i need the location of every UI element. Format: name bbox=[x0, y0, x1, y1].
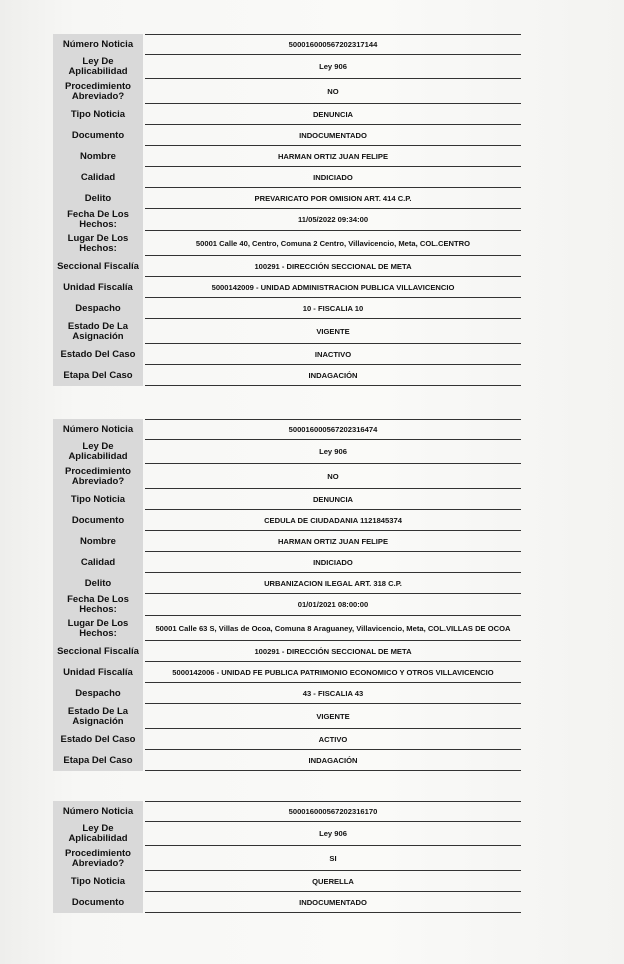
field-row bbox=[53, 231, 521, 256]
field-row bbox=[53, 892, 521, 913]
case-record bbox=[53, 801, 521, 913]
field-row bbox=[53, 188, 521, 209]
field-label: Tipo Noticia bbox=[53, 489, 143, 510]
field-value: DENUNCIA bbox=[145, 104, 521, 125]
field-label: Seccional Fiscalía bbox=[53, 641, 143, 662]
field-row bbox=[53, 298, 521, 319]
field-value: 5000142009 - UNIDAD ADMINISTRACION PUBLICA VILLAVICENCIO bbox=[145, 277, 521, 298]
field-value: 5000142006 - UNIDAD FE PUBLICA PATRIMONIO ECONOMICO Y OTROS VILLAVICENCIO bbox=[145, 662, 521, 683]
field-value: NO bbox=[145, 464, 521, 489]
field-label: Unidad Fiscalía bbox=[53, 277, 143, 298]
field-value: 11/05/2022 09:34:00 bbox=[145, 209, 521, 231]
field-row bbox=[53, 489, 521, 510]
field-label: Nombre bbox=[53, 146, 143, 167]
field-label: Ley De Aplicabilidad bbox=[53, 440, 143, 464]
field-label: Tipo Noticia bbox=[53, 871, 143, 892]
field-row bbox=[53, 822, 521, 846]
field-label: Seccional Fiscalía bbox=[53, 256, 143, 277]
field-label: Estado De La Asignación bbox=[53, 704, 143, 729]
field-label: Estado De La Asignación bbox=[53, 319, 143, 344]
field-label: Documento bbox=[53, 125, 143, 146]
field-row bbox=[53, 871, 521, 892]
field-value: INDICIADO bbox=[145, 167, 521, 188]
field-label: Estado Del Caso bbox=[53, 344, 143, 365]
field-label: Etapa Del Caso bbox=[53, 750, 143, 771]
field-value: NO bbox=[145, 79, 521, 104]
case-record bbox=[53, 419, 521, 771]
field-value: VIGENTE bbox=[145, 704, 521, 729]
field-value: URBANIZACION ILEGAL ART. 318 C.P. bbox=[145, 573, 521, 594]
field-row bbox=[53, 419, 521, 440]
field-value: INDAGACIÓN bbox=[145, 750, 521, 771]
field-value: 100291 - DIRECCIÓN SECCIONAL DE META bbox=[145, 641, 521, 662]
field-row bbox=[53, 801, 521, 822]
field-value: INACTIVO bbox=[145, 344, 521, 365]
field-label: Lugar De Los Hechos: bbox=[53, 231, 143, 256]
field-label: Delito bbox=[53, 188, 143, 209]
field-value: VIGENTE bbox=[145, 319, 521, 344]
field-row bbox=[53, 55, 521, 79]
field-label: Etapa Del Caso bbox=[53, 365, 143, 386]
field-value: INDAGACIÓN bbox=[145, 365, 521, 386]
field-label: Ley De Aplicabilidad bbox=[53, 822, 143, 846]
field-label: Fecha De Los Hechos: bbox=[53, 594, 143, 616]
field-row bbox=[53, 510, 521, 531]
field-row bbox=[53, 552, 521, 573]
field-value: 43 - FISCALIA 43 bbox=[145, 683, 521, 704]
field-value: INDOCUMENTADO bbox=[145, 125, 521, 146]
field-label: Calidad bbox=[53, 167, 143, 188]
field-value: DENUNCIA bbox=[145, 489, 521, 510]
field-value: QUERELLA bbox=[145, 871, 521, 892]
field-row bbox=[53, 319, 521, 344]
field-value: 100291 - DIRECCIÓN SECCIONAL DE META bbox=[145, 256, 521, 277]
field-row bbox=[53, 146, 521, 167]
field-value: 500016000567202317144 bbox=[145, 34, 521, 55]
field-row bbox=[53, 662, 521, 683]
field-row bbox=[53, 104, 521, 125]
field-row bbox=[53, 79, 521, 104]
field-row bbox=[53, 34, 521, 55]
field-label: Documento bbox=[53, 892, 143, 913]
field-label: Despacho bbox=[53, 298, 143, 319]
field-label: Fecha De Los Hechos: bbox=[53, 209, 143, 231]
field-value: CEDULA DE CIUDADANIA 1121845374 bbox=[145, 510, 521, 531]
field-label: Procedimiento Abreviado? bbox=[53, 464, 143, 489]
field-value: Ley 906 bbox=[145, 822, 521, 846]
field-value: INDICIADO bbox=[145, 552, 521, 573]
field-row bbox=[53, 365, 521, 386]
field-label: Número Noticia bbox=[53, 34, 143, 55]
field-row bbox=[53, 573, 521, 594]
field-row bbox=[53, 256, 521, 277]
field-row bbox=[53, 729, 521, 750]
field-row bbox=[53, 440, 521, 464]
field-value: Ley 906 bbox=[145, 440, 521, 464]
field-label: Número Noticia bbox=[53, 801, 143, 822]
field-row bbox=[53, 464, 521, 489]
field-value: Ley 906 bbox=[145, 55, 521, 79]
field-row bbox=[53, 531, 521, 552]
field-row bbox=[53, 594, 521, 616]
field-row bbox=[53, 344, 521, 365]
field-value: 50001 Calle 63 S, Villas de Ocoa, Comuna 8 Araguaney, Villavicencio, Meta, COL.VILLAS DE OCOA bbox=[145, 616, 521, 641]
field-label: Número Noticia bbox=[53, 419, 143, 440]
field-label: Estado Del Caso bbox=[53, 729, 143, 750]
field-row bbox=[53, 616, 521, 641]
field-row bbox=[53, 704, 521, 729]
field-row bbox=[53, 750, 521, 771]
field-label: Calidad bbox=[53, 552, 143, 573]
field-value: PREVARICATO POR OMISION ART. 414 C.P. bbox=[145, 188, 521, 209]
field-label: Delito bbox=[53, 573, 143, 594]
field-value: 01/01/2021 08:00:00 bbox=[145, 594, 521, 616]
field-row bbox=[53, 641, 521, 662]
field-label: Documento bbox=[53, 510, 143, 531]
field-row bbox=[53, 167, 521, 188]
field-value: INDOCUMENTADO bbox=[145, 892, 521, 913]
field-label: Tipo Noticia bbox=[53, 104, 143, 125]
field-row bbox=[53, 683, 521, 704]
field-value: HARMAN ORTIZ JUAN FELIPE bbox=[145, 531, 521, 552]
field-value: 10 - FISCALIA 10 bbox=[145, 298, 521, 319]
field-label: Lugar De Los Hechos: bbox=[53, 616, 143, 641]
field-row bbox=[53, 277, 521, 298]
field-value: 50001 Calle 40, Centro, Comuna 2 Centro, Villavicencio, Meta, COL.CENTRO bbox=[145, 231, 521, 256]
field-value: 500016000567202316474 bbox=[145, 419, 521, 440]
field-label: Procedimiento Abreviado? bbox=[53, 79, 143, 104]
field-value: ACTIVO bbox=[145, 729, 521, 750]
field-row bbox=[53, 846, 521, 871]
field-value: 500016000567202316170 bbox=[145, 801, 521, 822]
field-label: Unidad Fiscalía bbox=[53, 662, 143, 683]
field-row bbox=[53, 125, 521, 146]
case-record bbox=[53, 34, 521, 386]
field-value: HARMAN ORTIZ JUAN FELIPE bbox=[145, 146, 521, 167]
field-value: SI bbox=[145, 846, 521, 871]
field-row bbox=[53, 209, 521, 231]
field-label: Despacho bbox=[53, 683, 143, 704]
field-label: Nombre bbox=[53, 531, 143, 552]
field-label: Procedimiento Abreviado? bbox=[53, 846, 143, 871]
field-label: Ley De Aplicabilidad bbox=[53, 55, 143, 79]
